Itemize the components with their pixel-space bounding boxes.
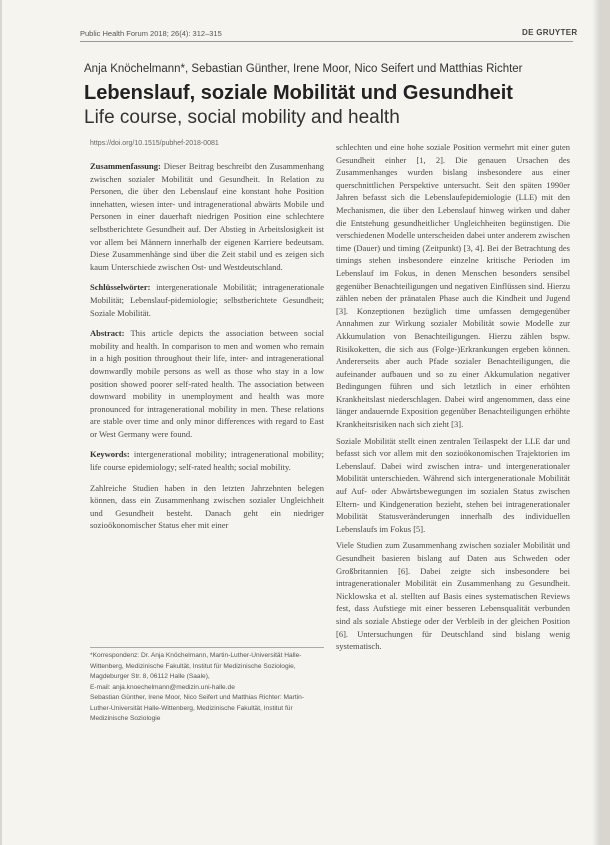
doi-link[interactable]: https://doi.org/10.1515/pubhef-2018-0081: [90, 140, 219, 147]
keywords-german-text: intergenerationale Mobilität; intragenerationale Mobilität; Lebenslauf-pidemiologie; selbstberichtete Gesundheit; Soziale Mobilität.: [90, 282, 324, 318]
body-paragraph-2: Soziale Mobilität stellt einen zentralen Teilaspekt der LLE dar und befasst sich vor allem mit den sozioökonomischen Trajektorien im Lebenslauf. Dabei wird zwischen intra- und intergenerationaler Mobilität unterschieden. Während sich intergenerationale Mobilität auf Auf- oder Abwärtsbewegungen im sozialen Status zwischen Eltern- und Kindgeneration bezieht, stehen bei intragenerationaler Mobilität Statusveränderungen innerhalb des individuellen Lebenslaufs im Fokus [5].: [336, 435, 570, 534]
keywords-german: [90, 281, 324, 319]
left-column: [90, 160, 324, 540]
article-title-german: Lebenslauf, soziale Mobilität und Gesundheit: [84, 82, 513, 104]
author-list: Anja Knöchelmann*, Sebastian Günther, Irene Moor, Nico Seifert und Matthias Richter: [84, 63, 523, 75]
keywords-german-label: Schlüsselwörter:: [90, 282, 151, 293]
keywords-english-label: Keywords:: [90, 449, 130, 460]
abstract-english-label: Abstract:: [90, 328, 125, 339]
header-divider: [80, 41, 573, 42]
correspondence-address: *Korrespondenz: Dr. Anja Knöchelmann, Martin-Luther-Universität Halle-Wittenberg, Medizinische Fakultät, Institut für Medizinische Soziologie, Magdeburger Str. 8, 06112 Halle (Saale),: [90, 652, 302, 680]
page-edge-shadow: [592, 0, 600, 845]
body-paragraph-3: Viele Studien zum Zusammenhang zwischen sozialer Mobilität und Gesundheit basieren bislang auf Daten aus Schweden oder Großbritannien [6]. Dabei zeigte sich insbesondere bei intragenerationaler Mobilität ein Zusammenhang zu Gesundheit. Nicklowska et al. stellten auf Basis eines systematischen Reviews fest, dass Aufstiege mit einer besseren Lebensqualität verbunden sind als soziale Abstiege oder der Verbleib in der gleichen Position [6]. Untersuchungen für Deutschland sind bislang wenig systematisch.: [336, 540, 570, 652]
correspondence-email[interactable]: E-mail: anja.knoechelmann@medizin.uni-halle.de: [90, 683, 235, 691]
intro-paragraph: Zahlreiche Studien haben in den letzten Jahrzehnten belegen können, dass ein Zusammenhang zwischen sozialer Ungleichheit und Gesundheit besteht. Danach geht ein niedriger sozioökonomischer Status eher mit einer: [90, 482, 324, 531]
keywords-english: [90, 448, 324, 473]
abstract-english-text: This article depicts the association between social mobility and health. In comparison to men and women who remain in a high position throughout their life, inter- and intragenerational downwardly mobile persons as well as those who stay in a low position showed poorer self-rated health. The association between downward mobility in unemployment and health was more pronounced for intragenerational mobility in men. These relations are stable over time and only minor differences with regard to East or West Germany were found.: [90, 328, 324, 439]
body-paragraph-1: schlechten und eine hohe soziale Position vermehrt mit einer guten Gesundheit einher [1, 2]. Die genauen Ursachen des Zusammenhanges wurden bislang insbesondere aus einer querschnittlichen Perspektive untersucht. Seit den späten 1990er Jahren befasst sich die Lebenslaufepidemiologie (LLE) mit den Mechanismen, die über den Lebenslauf hinweg wirken und daher die Entstehung gesundheitlicher Ungleichheiten begünstigen. Die verschiedenen Modelle unterscheiden dabei unter anderem zwischen time (Dauer) und timing (Zeitpunkt) [3, 4]. Bei der Betrachtung des timings stehen insbesondere einzelne kritische Perioden im Lebenslauf im Fokus, in denen Menschen besonders sensibel gegenüber Benachteiligungen und negativen Einflüssen sind. Hierzu zählen neben der pränatalen Phase auch die Kindheit und Jugend [3]. Konzeptionen bezüglich time umfassen demgegenüber Annahmen zur Wirkung sozialer Mobilität sowie Modelle zur Akkumulation von Benachteiligungen. Hierzu zählen bspw. Risikoketten, die sich aus (Folge-)Erkrankungen ergeben können. Andererseits aber auch Pfade sozialer Benachteiligungen, die aufeinander aufbauen und so zu einer Akkumulation negativer Bedingungen führen und sich letztlich in einer erhöhten Krankheitslast niederschlagen. Dabei wird angenommen, dass eine länger andauernde Exposition gegenüber Benachteiligungen erhöhte Krankheitsrisiken nach sich zieht [3].: [336, 142, 570, 430]
right-column: [336, 141, 570, 657]
abstract-german: [90, 160, 324, 273]
article-page: [2, 0, 600, 845]
journal-citation: Public Health Forum 2018; 26(4): 312–315: [80, 29, 222, 38]
publisher-logo: DE GRUYTER: [522, 28, 578, 37]
abstract-english: [90, 327, 324, 440]
correspondence-footnote: [90, 647, 324, 725]
abstract-german-text: Dieser Beitrag beschreibt den Zusammenhang zwischen sozialer Mobilität und Gesundheit. In Relation zu Personen, die über den Lebenslauf eine konstant hohe Position innehatten, wiesen inter- und intragenerational abwärts Mobile und Personen in einer dauerhaft niedrigen Position eine schlechtere selbstberichtete Gesundheit auf. Der Abstieg in Arbeitslosigkeit ist vor allem bei Männern innerhalb der eigenen Karriere bedeutsam. Diese Zusammenhänge sind über die Zeit stabil und es zeigen sich kaum Unterschiede zwischen Ost- und Westdeutschland.: [90, 161, 324, 272]
keywords-english-text: intergenerational mobility; intragenerational mobility; life course epidemiology; self-rated health; social mobility.: [90, 449, 324, 473]
article-title-english: Life course, social mobility and health: [84, 107, 400, 128]
coauthor-affiliations: Sebastian Günther, Irene Moor, Nico Seifert und Matthias Richter: Martin-Luther-Universität Halle-Wittenberg, Medizinische Fakultät, Institut für Medizinische Soziologie: [90, 694, 305, 722]
abstract-german-label: Zusammenfassung:: [90, 161, 161, 171]
